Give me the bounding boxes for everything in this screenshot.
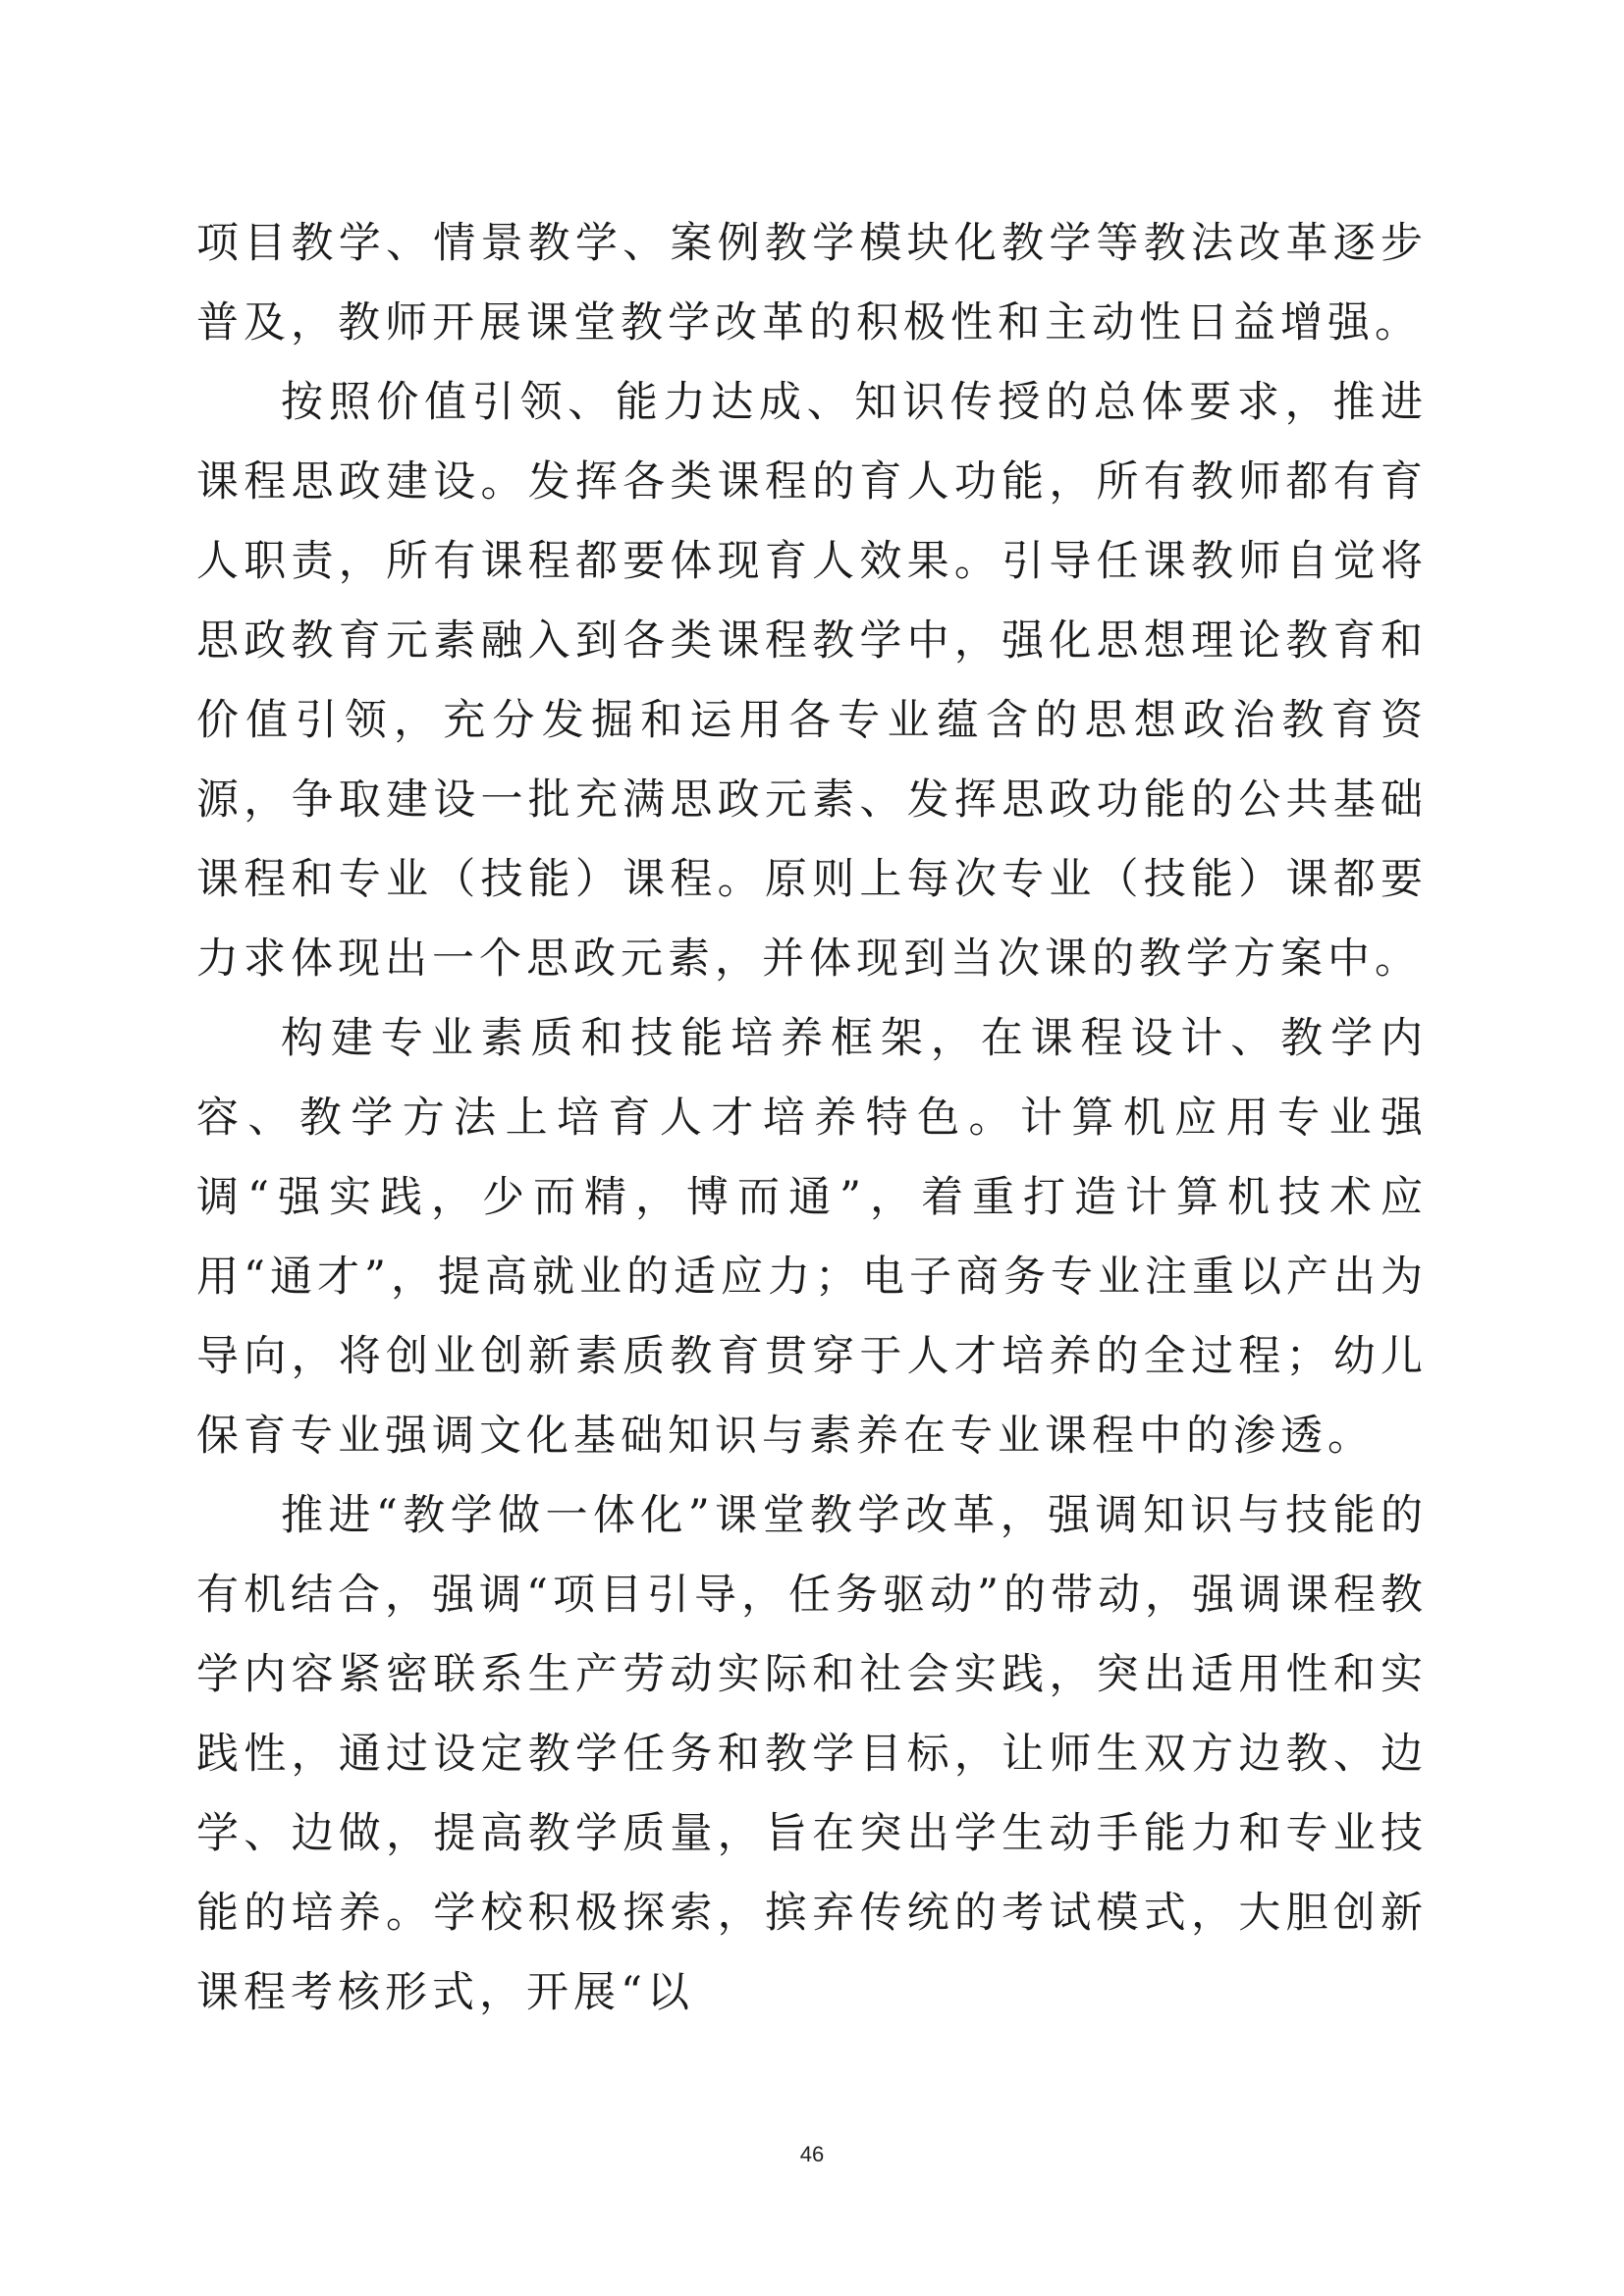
paragraph-continuation: 项目教学、情景教学、案例教学模块化教学等教法改革逐步普及，教师开展课堂教学改革的积极性和主动性日益增强。 (196, 219, 1428, 347)
page-number: 46 (799, 2142, 825, 2166)
body-text (196, 204, 1428, 2033)
paragraph-curriculum-ideology: 按照价值引领、能力达成、知识传授的总体要求，推进课程思政建设。发挥各类课程的育人功能，所有教师都有育人职责，所有课程都要体现育人效果。引导任课教师自觉将思政教育元素融入到各类课程教学中，强化思想理论教育和价值引领，充分发掘和运用各专业蕴含的思想政治教育资源，争取建设一批充满思政元素、发挥思政功能的公共基础课程和专业（技能）课程。原则上每次专业（技能）课都要力求体现出一个思政元素，并体现到当次课的教学方案中。 (196, 378, 1428, 984)
paragraph-teaching-reform: 推进“教学做一体化”课堂教学改革，强调知识与技能的有机结合，强调“项目引导，任务驱动”的带动，强调课程教学内容紧密联系生产劳动实际和社会实践，突出适用性和实践性，通过设定教学任务和教学目标，让师生双方边教、边学、边做，提高教学质量，旨在突出学生动手能力和专业技能的培养。学校积极探索，摈弃传统的考试模式，大胆创新课程考核形式，开展“以 (196, 1491, 1428, 2017)
paragraph-skills-framework: 构建专业素质和技能培养框架，在课程设计、教学内容、教学方法上培育人才培养特色。计算机应用专业强调“强实践，少而精，博而通”，着重打造计算机技术应用“通才”，提高就业的适应力；电子商务专业注重以产出为导向，将创业创新素质教育贯穿于人才培养的全过程；幼儿保育专业强调文化基础知识与素养在专业课程中的渗透。 (196, 1014, 1428, 1461)
